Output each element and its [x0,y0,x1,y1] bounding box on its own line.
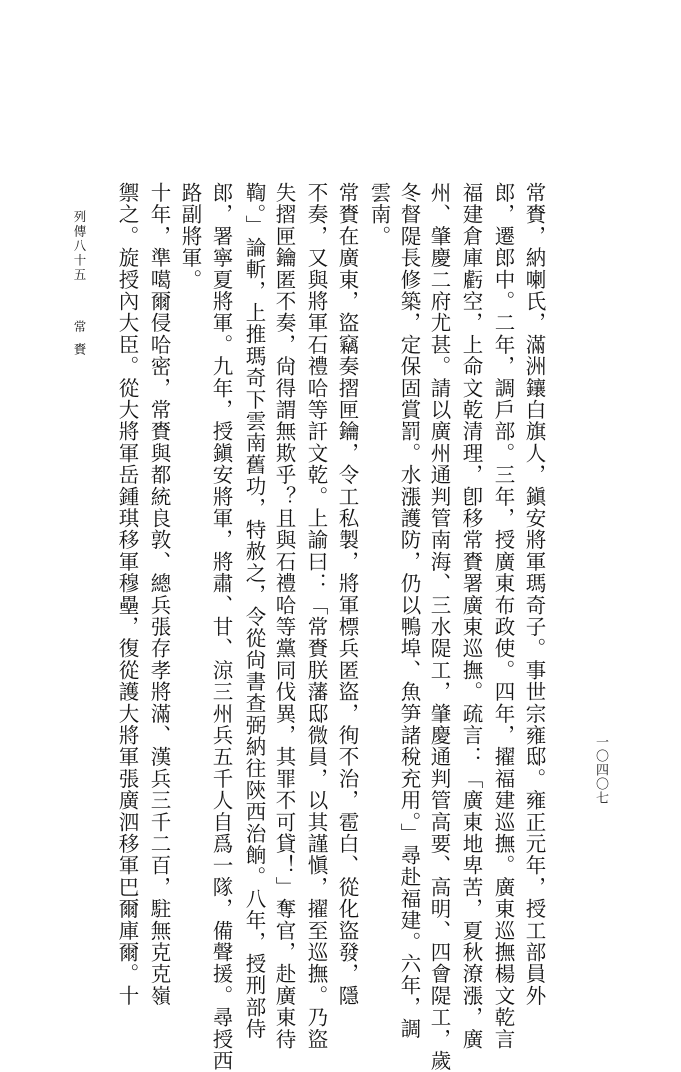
text-column: 常賚在廣東，盜竊奏摺匣鑰，令工私製，將軍標兵匿盜，徇不治，雹白、從化盜發，隱 [335,182,359,1007]
text-column: 失摺匣鑰匿不奏，尙得謂無欺乎？且與石禮哈等黨同伐異，其罪不可貸！」奪官，赴廣東待 [272,182,296,1050]
text-column: 郎，署寧夏將軍。九年，授鎭安將軍，將肅、甘、涼三州兵五千人自爲一隊，備聲援。尋授西 [209,182,233,1072]
text-column: 不奏，又與將軍石禮哈等訐文乾。上諭曰：「常賚朕藩邸微員，以其謹愼，擢至巡撫。乃盜 [304,182,328,1050]
running-head-chapter: 列傳八十五 [72,210,87,283]
text-column: 冬督隄長修築，定保固賞罰。水漲護防，仍以鴨埠、魚笋諸稅充用。」尋赴福建。六年，調 [397,182,421,1040]
text-column: 常賚，納喇氏，滿洲鑲白旗人，鎭安將軍瑪奇子。事世宗雍邸。雍正元年，授工部員外 [522,182,546,1007]
text-column: 禦之。旋授內大臣。從大將軍岳鍾琪移軍穆壘，復從護大將軍張廣泗移軍巴爾庫爾。十 [115,182,139,1007]
text-column: 州、肇慶二府尤甚。請以廣州通判管南海、三水隄工，肇慶通判管高要、高明、四會隄工，歲 [427,182,451,1072]
text-column: 鞫。」論斬，上推瑪奇下雲南舊功，特赦之，令從尙書查弼納往陝西治餉。八年，授刑部侍 [242,182,266,1040]
page-number: 一〇四〇七 [593,735,608,805]
text-column: 路副將軍。 [178,182,202,291]
text-column: 郎，遷郎中。二年，調戶部。三年，授廣東布政使。四年，擢福建巡撫。廣東巡撫楊文乾言 [491,182,515,1050]
text-column: 十年，準噶爾侵哈密，常賚與都統良敦、總兵張存孝將滿、漢兵三千二百，駐無克克嶺 [147,182,171,1007]
text-column: 福建倉庫虧空，上命文乾清理，卽移常賚署廣東巡撫。疏言：「廣東地卑苦，夏秋潦漲，廣 [459,182,483,1050]
running-head-person: 常賚 [72,320,87,365]
text-column: 雲南。 [367,182,391,248]
